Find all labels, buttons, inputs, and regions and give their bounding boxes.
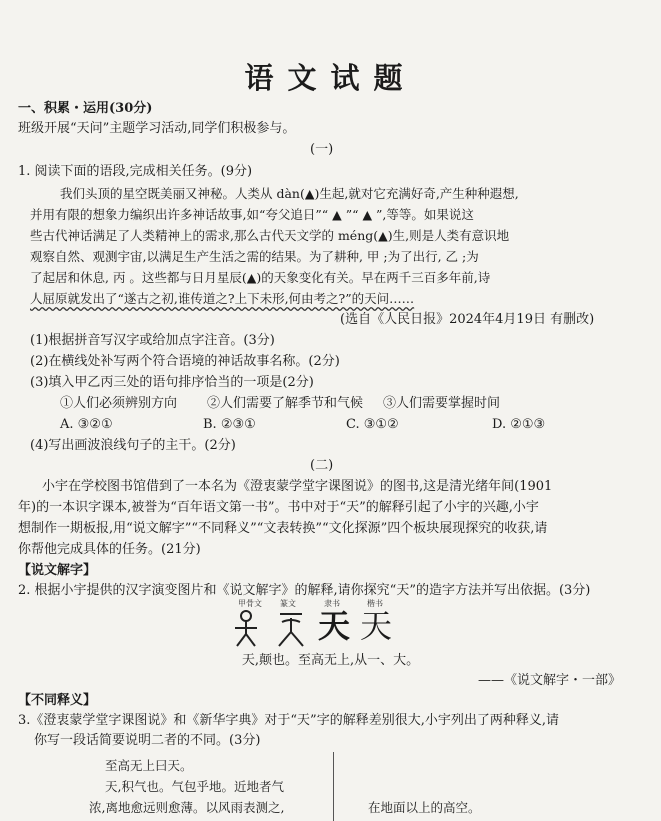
q1-sub4: (4)写出画波浪线句子的主干。(2分): [30, 438, 236, 453]
passage-line: 观察自然、观测宇宙,以满足生产生活之需的结果。为了耕种, 甲 ;为了出行, 乙 ;为: [30, 249, 479, 264]
q3-stem: 你写一段话简要说明二者的不同。(3分): [34, 733, 261, 748]
q1-sub1: (1)根据拼音写汉字或给加点字注音。(3分): [30, 333, 275, 348]
seal-glyph: [279, 614, 303, 646]
q2-stem: 2. 根据小宇提供的汉字演变图片和《说文解字》的解释,请你探究“天”的造字方法并写出依据。(3分): [18, 583, 591, 598]
q1-sub2: (2)在横线处补写两个符合语境的神话故事名称。(2分): [30, 354, 340, 369]
glyph-label-oracle: 甲骨文: [238, 599, 262, 608]
passage-line: 些古代神话满足了人类精神上的需求,那么古代天文学的 méng(▲)生,则是人类有意识地: [30, 228, 510, 243]
right-col-definition: 在地面以上的高空。: [368, 800, 481, 815]
oracle-bone-glyph: [235, 611, 257, 646]
section-intro: 班级开展“天问”主题学习活动,同学们积极参与。: [18, 121, 296, 136]
section-heading: 一、积累・运用(30分): [18, 101, 153, 116]
q1-stem: 1. 阅读下面的语段,完成相关任务。(9分): [18, 164, 253, 179]
left-col-line: 浓,离地愈远则愈薄。以风雨表测之,: [89, 800, 285, 815]
quote-source: ——《说文解字・一部》: [478, 673, 622, 688]
glyph-label-seal: 篆文: [280, 599, 296, 608]
passage-line: 了起居和休息, 丙 。这些都与日月星辰(▲)的天象变化有关。早在两千三百多年前,诗: [30, 270, 491, 285]
left-col-line: 至高无上曰天。: [105, 758, 193, 773]
clerical-glyph: 天: [318, 607, 351, 645]
column-divider: [333, 752, 334, 821]
glyph-label-regular: 楷书: [367, 599, 383, 608]
glyph-label-clerical: 隶书: [324, 599, 340, 608]
option-c: C. ③①②: [346, 417, 399, 432]
q3-stem: 3.《澄衷蒙学堂字课图说》和《新华字典》对于“天”字的解释差别很大,小宇列出了两种释义,请: [18, 713, 559, 728]
page-title: 语文试题: [244, 61, 417, 95]
option-d: D. ②①③: [492, 417, 546, 432]
option-a: A. ③②①: [60, 417, 113, 432]
shuowen-quote: 天,颠也。至高无上,从一、大。: [241, 653, 420, 668]
sub3-item: ②人们需要了解季节和气候: [207, 396, 364, 411]
wavy-sentence: 人屈原就发出了“遂古之初,谁传道之?上下未形,何由考之?”的天问……: [30, 291, 415, 306]
part2-para: 小宇在学校图书馆借到了一本名为《澄衷蒙学堂字课图说》的图书,这是清光绪年间(1901: [42, 479, 553, 494]
passage-line: 我们头顶的星空既美丽又神秘。人类从 dàn(▲)生起,就对它充满好奇,产生种种遐想,: [60, 186, 519, 201]
part-label-1: (一): [310, 142, 334, 157]
sub3-item: ①人们必须辨别方向: [60, 396, 178, 411]
part2-para: 想制作一期板报,用“说文解字”“不同释义”“文表转换”“文化探源”四个板块展现探究的收获,请: [18, 521, 548, 536]
part2-para: 你帮他完成具体的任务。(21分): [18, 542, 201, 557]
q1-sub3: (3)填入甲乙丙三处的语句排序恰当的一项是(2分): [30, 375, 314, 390]
option-b: B. ②③①: [203, 417, 256, 432]
regular-glyph: 天: [360, 607, 393, 645]
passage-line: 并用有限的想象力编织出许多神话故事,如“夸父追日”“ ▲ ”“ ▲ ”,等等。如果说这: [30, 207, 474, 222]
part-label-2: (二): [310, 458, 334, 473]
passage-source: (选自《人民日报》2024年4月19日 有删改): [340, 312, 595, 327]
tag-butong: 【不同释义】: [18, 693, 97, 708]
sub3-item: ③人们需要掌握时间: [383, 396, 501, 411]
tag-shuowen: 【说文解字】: [18, 563, 97, 578]
left-col-line: 天,积气也。气包乎地。近地者气: [105, 779, 284, 794]
part2-para: 年)的一本识字课本,被誉为“百年语文第一书”。书中对于“天”的解释引起了小宇的兴趣,小宇: [18, 500, 539, 515]
